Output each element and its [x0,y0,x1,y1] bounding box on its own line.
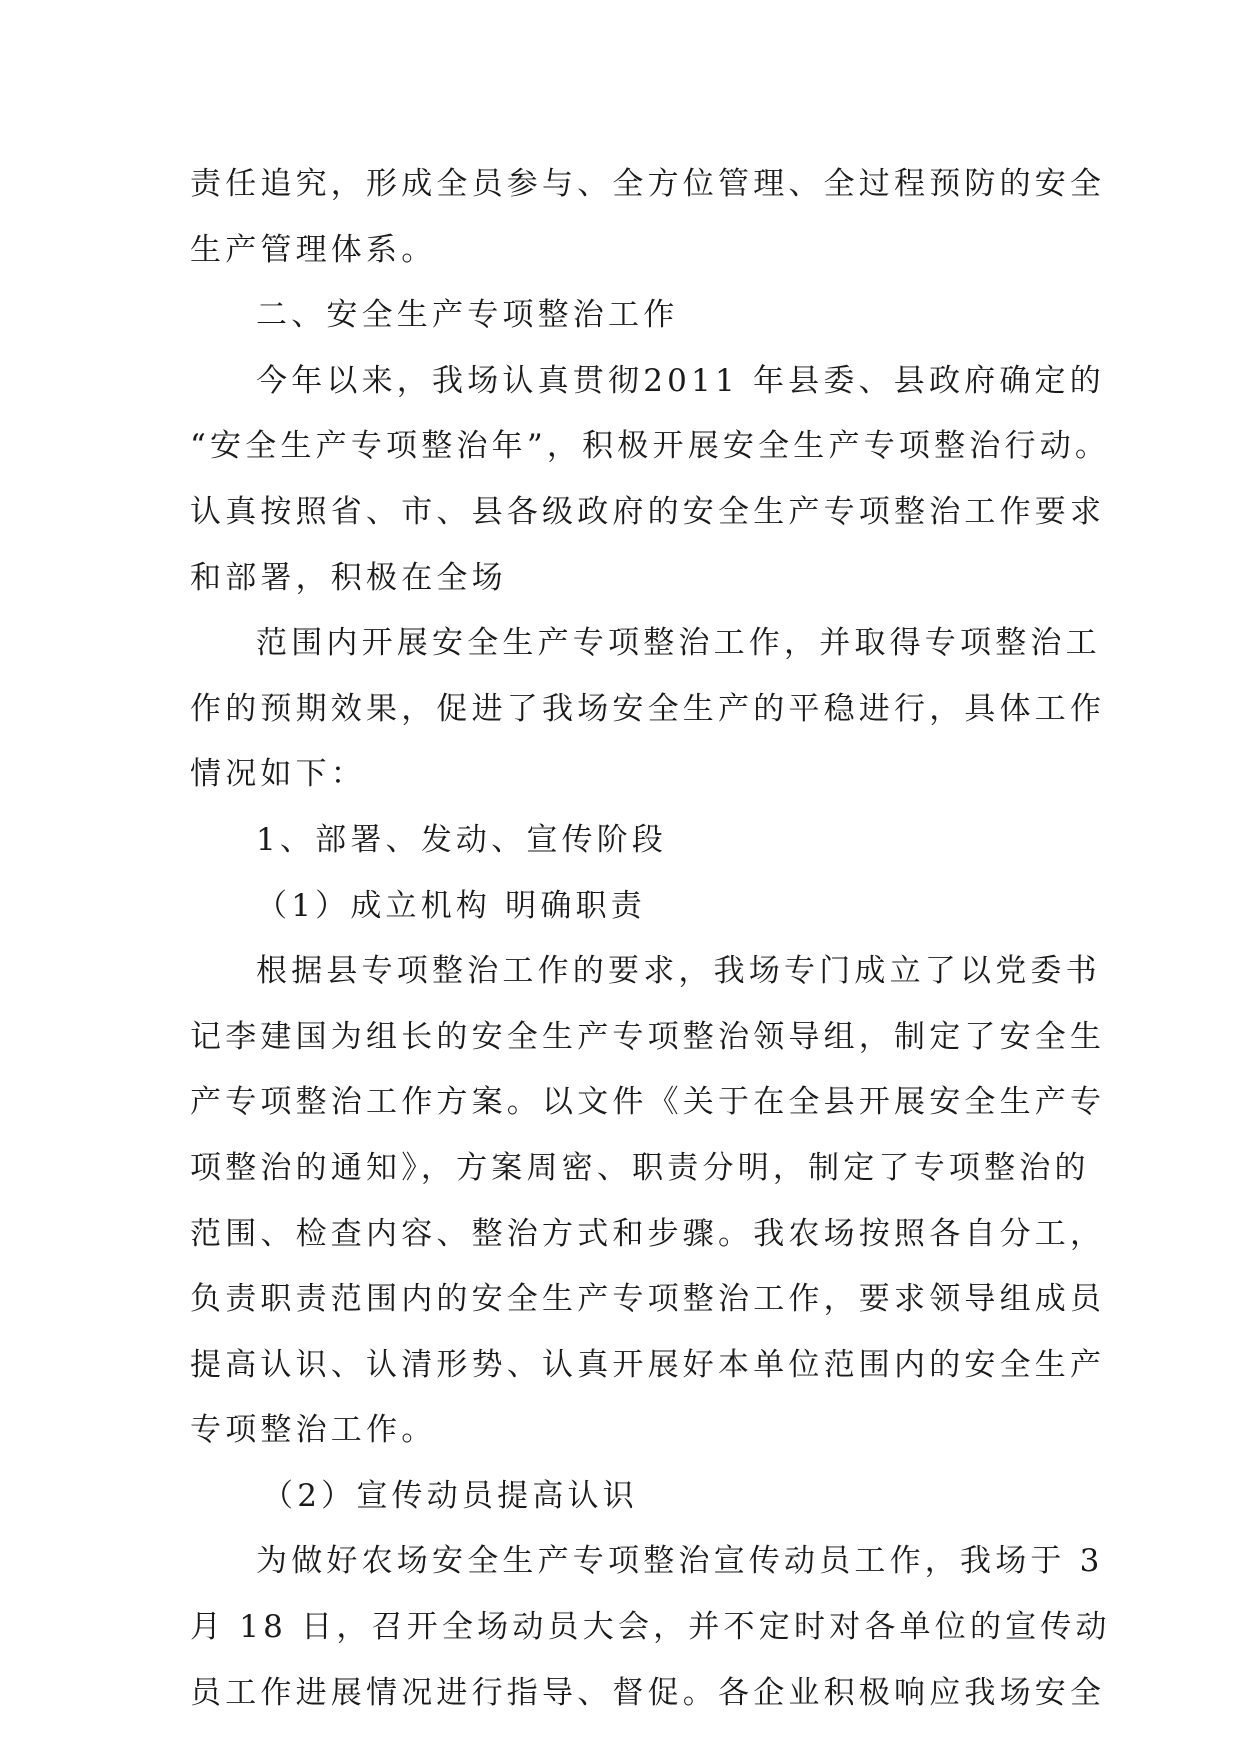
text-line: 项整治的通知》，方案周密、职责分明，制定了专项整治的 [190,1149,1090,1186]
text-line: 专项整治工作。 [190,1412,437,1449]
subsection-heading: （2）宣传动员提高认识 [262,1477,638,1514]
text-line: 作的预期效果，促进了我场安全生产的平稳进行，具体工作 [190,690,1106,727]
subsection-heading: 1、部署、发动、宣传阶段 [256,821,668,858]
section-heading: 二、安全生产专项整治工作 [256,297,679,334]
text-line: 责任追究，形成全员参与、全方位管理、全过程预防的安全 [190,166,1106,202]
text-line: 提高认识、认清形势、认真开展好本单位范围内的安全生产 [190,1346,1106,1383]
text-line: 范围、检查内容、整治方式和步骤。我农场按照各自分工， [190,1215,1106,1252]
text-line: 月 18 日，召开全场动员大会，并不定时对各单位的宣传动 [190,1609,1111,1646]
text-line: 和部署，积极在全场 [190,559,507,596]
text-line: 记李建国为组长的安全生产专项整治领导组，制定了安全生 [190,1018,1106,1055]
text-line: 范围内开展安全生产专项整治工作，并取得专项整治工 [256,625,1101,662]
subsection-heading: （1）成立机构 明确职责 [256,887,646,924]
text-line: 情况如下： [190,756,366,793]
text-line: 今年以来，我场认真贯彻2011 年县委、县政府确定的 [256,362,1105,399]
text-line: “安全生产专项整治年”，积极开展安全生产专项整治行动。 [190,428,1111,465]
text-line: 生产管理体系。 [190,231,437,268]
text-line: 产专项整治工作方案。以文件《关于在全县开展安全生产专 [190,1084,1106,1121]
text-line: 为做好农场安全生产专项整治宣传动员工作，我场于 3 [256,1543,1104,1580]
text-line: 根据县专项整治工作的要求，我场专门成立了以党委书 [256,953,1101,990]
text-line: 认真按照省、市、县各级政府的安全生产专项整治工作要求 [190,493,1106,530]
text-line: 员工作进展情况进行指导、督促。各企业积极响应我场安全 [190,1674,1106,1711]
body-text [190,152,1111,1726]
text-line: 负责职责范围内的安全生产专项整治工作，要求领导组成员 [190,1281,1106,1318]
